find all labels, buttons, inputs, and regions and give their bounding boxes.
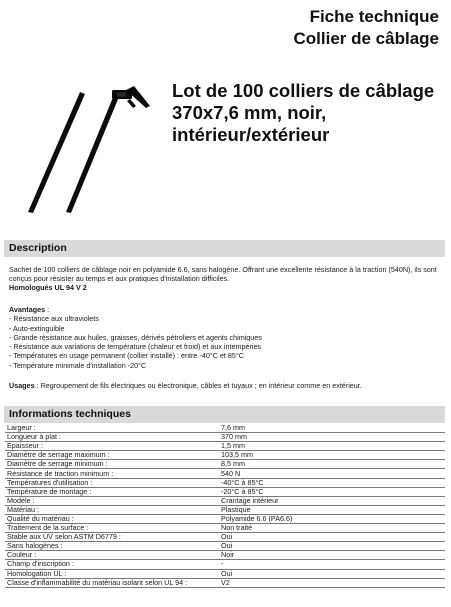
cable-ties-icon [22, 84, 150, 214]
table-row [5, 451, 445, 460]
spec-label: Sans halogènes : [5, 542, 219, 551]
table-row [5, 514, 445, 523]
spec-value: Oui [219, 569, 445, 578]
spec-label: Epaisseur : [5, 442, 219, 451]
spec-label: Température de montage : [5, 487, 219, 496]
table-row [5, 442, 445, 451]
spec-value: - [219, 560, 445, 569]
spec-label: Traitement de la surface : [5, 524, 219, 533]
spec-value: 540 N [219, 469, 445, 478]
usages-block [9, 381, 445, 390]
spec-label: Modèle : [5, 496, 219, 505]
table-row [5, 460, 445, 469]
table-row [5, 505, 445, 514]
table-row [5, 433, 445, 442]
spec-label: Diamètre de serrage maximum : [5, 451, 219, 460]
table-row [5, 478, 445, 487]
avantage-item: - Résistance aux variations de température (chaleur et froid) et aux intempéries [9, 342, 262, 352]
homologation-text: Homologués UL 94 V 2 [9, 283, 87, 292]
avantage-item: - Température minimale d'installation -20°C [9, 360, 147, 370]
description-text: Sachet de 100 colliers de câblage noir en polyamide 6.6, sans halogène. Offrant une excellente résistance à la traction (540N), ils sont conçus pour résister au temps et aux pratiques d'installation difficiles. [9, 265, 437, 283]
spec-value: Plastique [219, 505, 445, 514]
spec-value: 1,5 mm [219, 442, 445, 451]
avantage-item: - Grande résistance aux huiles, graisses, dérivés pétroliers et agents chimiques [9, 332, 262, 342]
avantages-list [9, 314, 445, 370]
table-row [5, 569, 445, 578]
spec-value: 370 mm [219, 433, 445, 442]
spec-label: Températures d'utilisation : [5, 478, 219, 487]
spec-label: Stable aux UV selon ASTM D6779 : [5, 533, 219, 542]
spec-label: Diamètre de serrage minimum : [5, 460, 219, 469]
spec-value: -20°C à 85°C [219, 487, 445, 496]
table-row [5, 424, 445, 433]
document-header [294, 6, 440, 50]
spec-label: Largeur : [5, 424, 219, 433]
spec-label: Couleur : [5, 551, 219, 560]
spec-value: 7,6 mm [219, 424, 445, 433]
spec-value: Polyamide 6.6 (PA6.6) [219, 514, 445, 523]
usages-label: Usages [9, 381, 35, 390]
table-row [5, 560, 445, 569]
spec-value: 8,5 mm [219, 460, 445, 469]
spec-label: Champ d'inscription : [5, 560, 219, 569]
spec-value: Non traité [219, 524, 445, 533]
table-row [5, 524, 445, 533]
spec-label: Qualité du matériau : [5, 514, 219, 523]
avantage-item: - Résistance aux ultraviolets [9, 314, 99, 324]
spec-value: Oui [219, 542, 445, 551]
avantage-item: - Auto-extinguible [9, 323, 65, 333]
header-line-2: Collier de câblage [293, 29, 439, 48]
description-text-block [9, 265, 445, 292]
spec-label: Longueur à plat : [5, 433, 219, 442]
product-title: Lot de 100 colliers de câblage 370x7,6 mm, noir, intérieur/extérieur [172, 80, 435, 145]
table-row [5, 487, 445, 496]
avantages-suffix: : [45, 305, 50, 314]
table-row [5, 542, 445, 551]
spec-value: Crantage intérieur [219, 496, 445, 505]
avantage-item: - Températures en usage permanent (collier installé) : entre -40°C et 85°C [9, 351, 244, 361]
specs-heading: Informations techniques [4, 406, 445, 423]
avantages-heading [9, 305, 445, 314]
spec-label: Classe d'inflammabilité du matériau isolant selon UL 94 : [5, 578, 219, 587]
spec-label: Matériau : [5, 505, 219, 514]
spec-value: Oui [219, 533, 445, 542]
usages-text: : Regroupement de fils électriques ou électronique, câbles et tuyaux ; en intérieur comme en extérieur. [34, 381, 362, 390]
spec-label: Homologation UL : [5, 569, 219, 578]
spec-value: -40°C à 85°C [219, 478, 445, 487]
spec-value: 103,5 mm [219, 451, 445, 460]
header-line-1: Fiche technique [309, 7, 439, 26]
spec-value: V2 [219, 578, 445, 587]
specs-table [5, 424, 445, 588]
avantages-label: Avantages [9, 305, 46, 314]
table-row [5, 578, 445, 587]
table-row [5, 533, 445, 542]
table-row [5, 551, 445, 560]
table-row [5, 496, 445, 505]
spec-label: Résistance de traction minimum : [5, 469, 219, 478]
spec-value: Noir [219, 551, 445, 560]
table-row [5, 469, 445, 478]
description-heading: Description [4, 240, 445, 257]
avantages-block [9, 305, 445, 370]
